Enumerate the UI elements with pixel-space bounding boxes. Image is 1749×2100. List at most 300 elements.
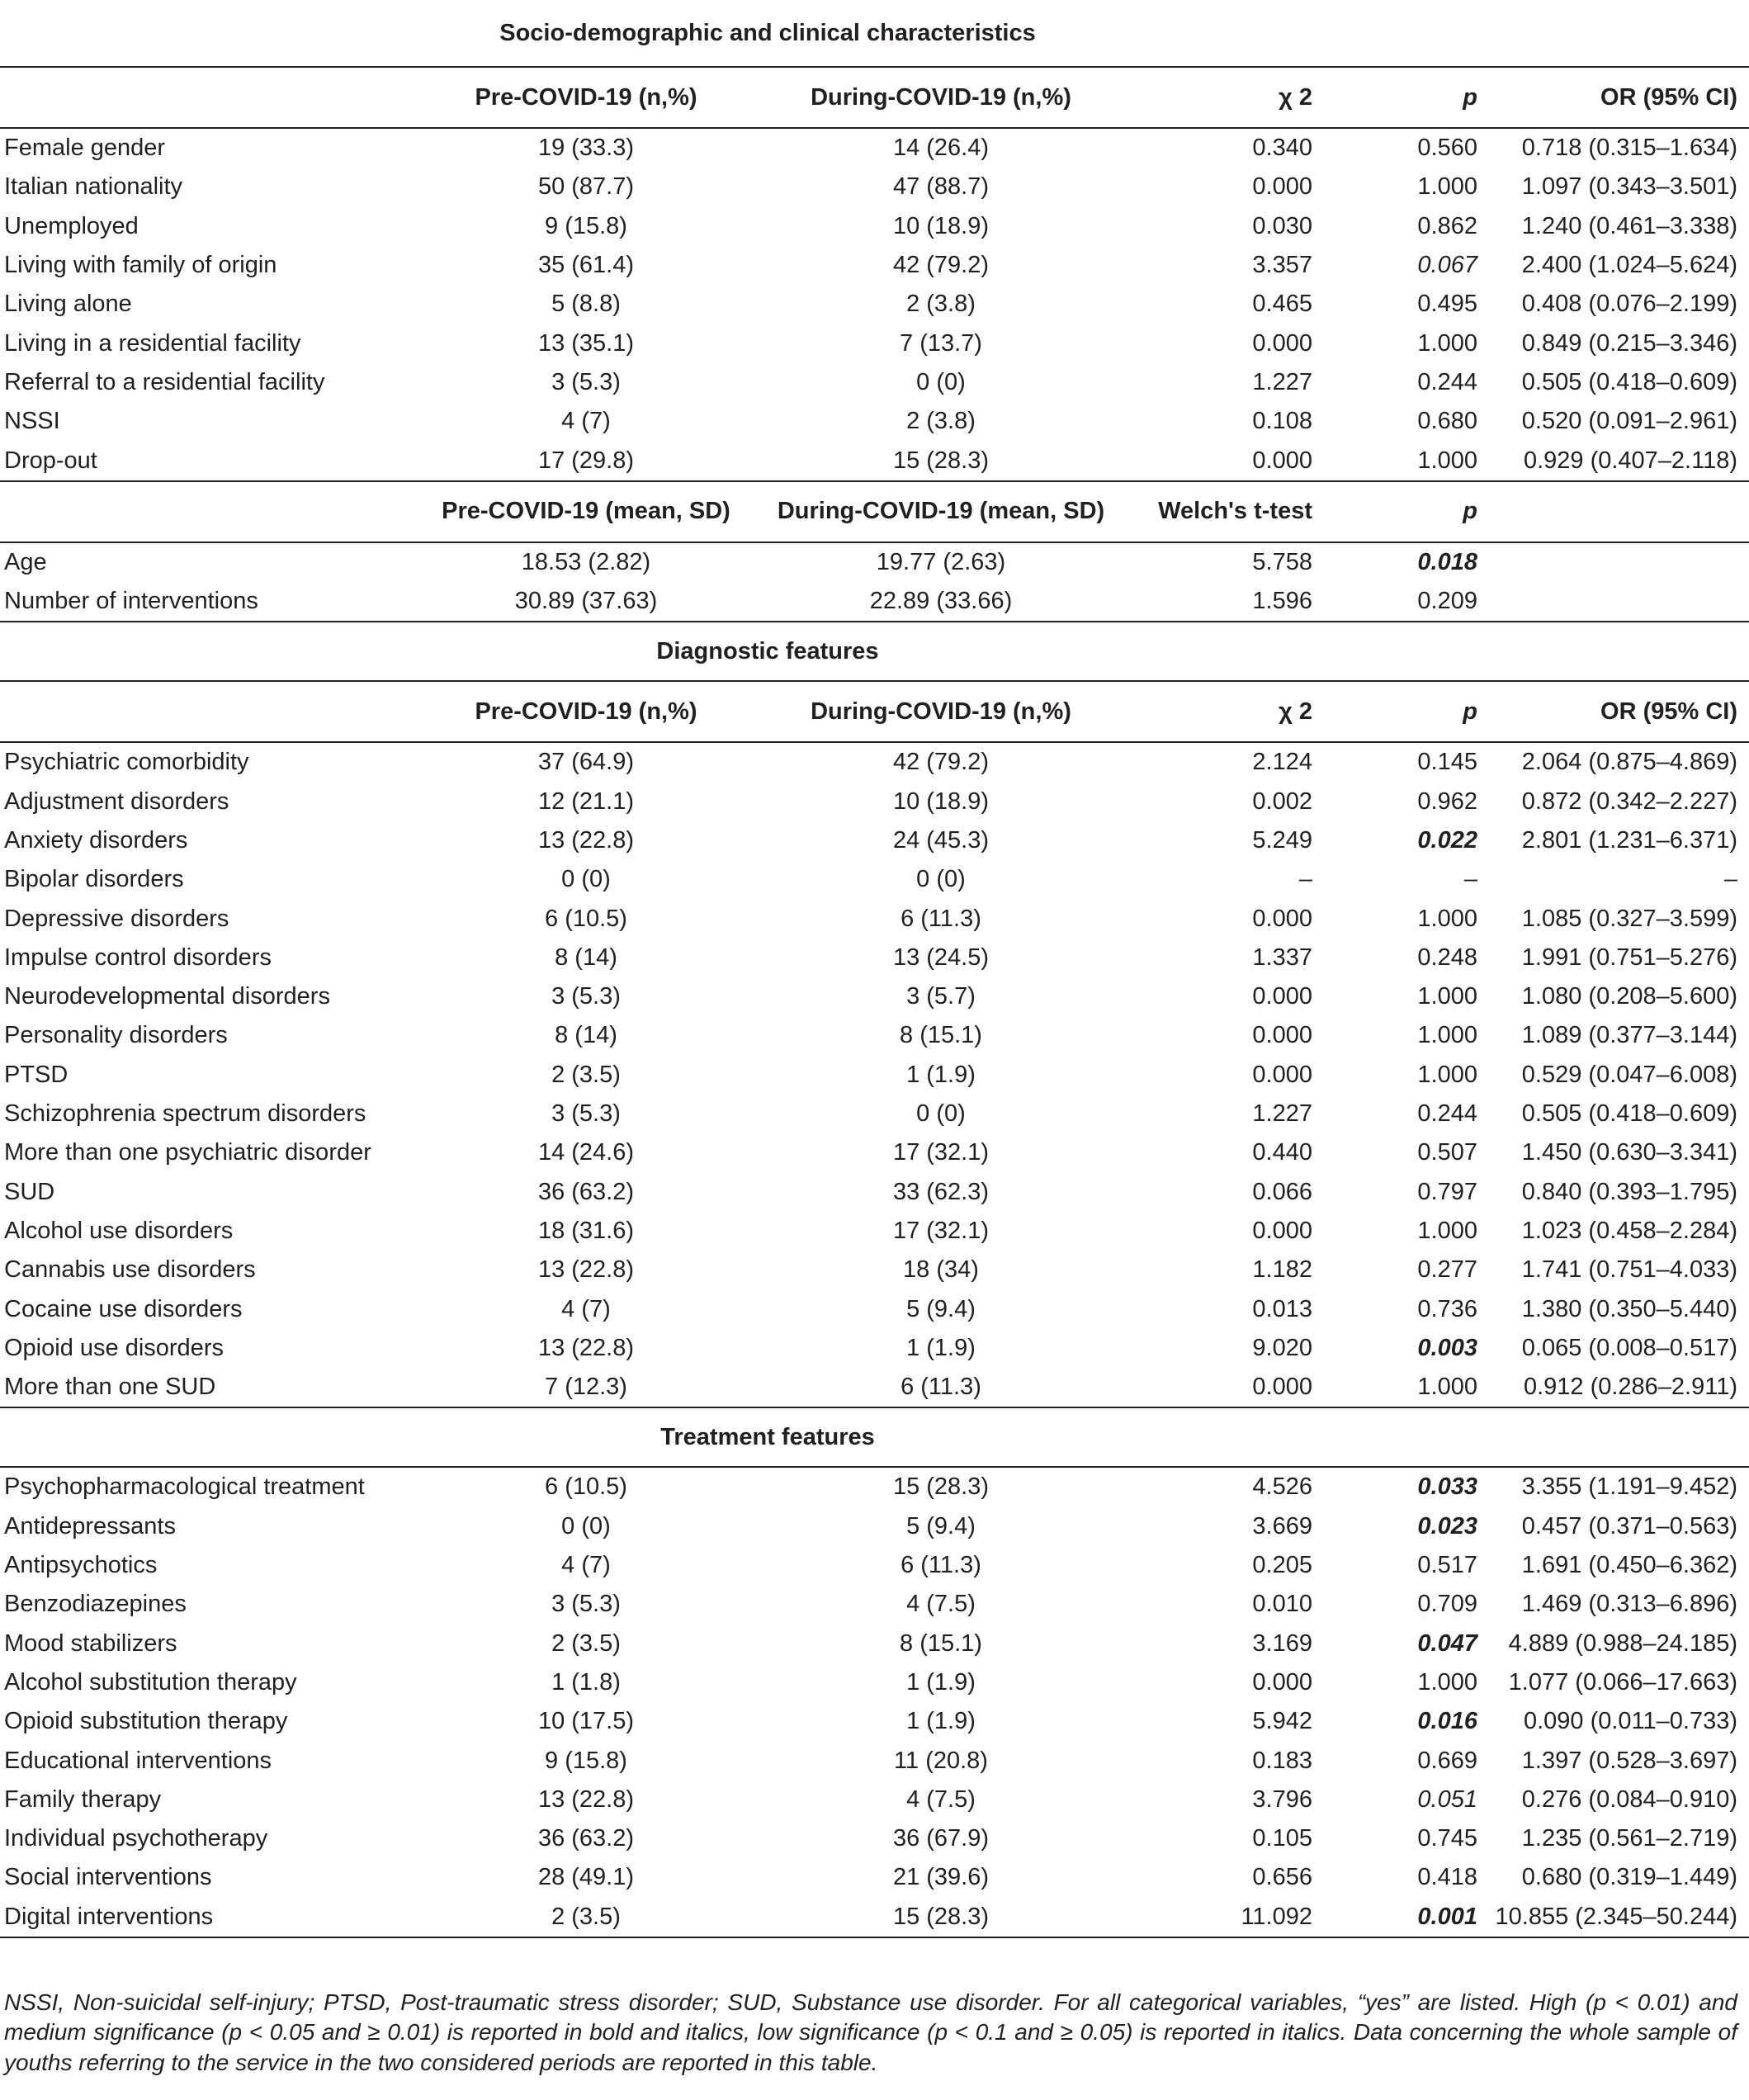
table-row — [0, 1368, 1749, 1407]
header-during: During-COVID-19 (n,%) — [759, 681, 1123, 742]
during-covid-value: 2 (3.8) — [906, 291, 976, 318]
odds-ratio-value: 0.408 (0.076–2.199) — [1521, 291, 1737, 318]
table-row — [0, 441, 1749, 480]
p-value: 0.277 — [1417, 1256, 1477, 1284]
categorical-header-row — [0, 681, 1749, 742]
odds-ratio-value: 0.929 (0.407–2.118) — [1523, 447, 1737, 474]
p-value: 0.862 — [1417, 212, 1477, 239]
chi-square-value: 3.796 — [1252, 1785, 1312, 1813]
chi-square-value: 0.000 — [1252, 1374, 1312, 1401]
odds-ratio-value: 0.090 (0.011–0.733) — [1523, 1708, 1737, 1735]
table-row — [0, 1056, 1749, 1095]
pre-covid-value: 3 (5.3) — [551, 1100, 621, 1128]
table-row — [0, 1898, 1749, 1937]
row-label: Psychopharmacological treatment — [4, 1473, 365, 1501]
pre-covid-value: 6 (10.5) — [545, 905, 627, 932]
during-covid-value: 21 (39.6) — [892, 1864, 990, 1891]
p-value: 1.000 — [1417, 905, 1477, 932]
during-covid-value: 33 (62.3) — [892, 1178, 990, 1205]
odds-ratio-value: 0.840 (0.393–1.795) — [1521, 1178, 1737, 1205]
row-label: Living alone — [4, 291, 132, 318]
during-covid-value: 6 (11.3) — [900, 1552, 981, 1579]
p-value: 0.680 — [1417, 408, 1477, 435]
odds-ratio-value: 1.469 (0.313–6.896) — [1521, 1591, 1737, 1618]
welch-t-value: 5.758 — [1252, 548, 1312, 575]
pre-covid-value: 3 (5.3) — [551, 983, 621, 1010]
row-label: NSSI — [4, 408, 60, 435]
table-row — [0, 1507, 1749, 1546]
header-during: During-COVID-19 (n,%) — [759, 67, 1123, 128]
chi-square-value: 0.656 — [1252, 1864, 1312, 1891]
table-row — [0, 1212, 1749, 1251]
during-covid-value: 2 (3.8) — [906, 408, 976, 435]
row-label: Drop-out — [4, 447, 97, 474]
during-covid-value: 8 (15.1) — [900, 1629, 982, 1657]
pre-covid-value: 50 (87.7) — [537, 173, 635, 201]
table-row — [0, 860, 1749, 899]
odds-ratio-value: 4.889 (0.988–24.185) — [1508, 1629, 1737, 1657]
row-label: Opioid substitution therapy — [4, 1708, 288, 1735]
row-label: Neurodevelopmental disorders — [4, 983, 330, 1010]
table-row — [0, 128, 1749, 168]
pre-covid-value: 18 (31.6) — [537, 1217, 635, 1244]
odds-ratio-value: 0.680 (0.319–1.449) — [1521, 1864, 1737, 1891]
during-covid-value: 8 (15.1) — [900, 1022, 982, 1049]
header-pre: Pre-COVID-19 (n,%) — [413, 67, 759, 128]
table-row — [0, 207, 1749, 246]
p-value: 0.517 — [1417, 1552, 1477, 1579]
chi-square-value: 0.000 — [1252, 329, 1312, 357]
p-value: 0.745 — [1417, 1825, 1477, 1852]
during-covid-value: 24 (45.3) — [892, 827, 990, 854]
table-row — [0, 1819, 1749, 1858]
odds-ratio-value: 2.400 (1.024–5.624) — [1521, 252, 1737, 279]
p-value: 0.495 — [1417, 291, 1477, 318]
table-row — [0, 402, 1749, 441]
pre-covid-value: 4 (7) — [561, 408, 611, 435]
odds-ratio-value: 1.741 (0.751–4.033) — [1521, 1256, 1737, 1284]
odds-ratio-value: 0.520 (0.091–2.961) — [1521, 408, 1737, 435]
diagnostic-rows — [0, 742, 1749, 1407]
row-label: Educational interventions — [4, 1747, 272, 1774]
during-covid-value: 5 (9.4) — [906, 1295, 976, 1322]
table-row — [0, 1663, 1749, 1702]
pre-covid-value: 37 (64.9) — [537, 749, 635, 776]
chi-square-value: 2.124 — [1252, 749, 1312, 776]
chi-square-value: 0.000 — [1252, 1668, 1312, 1696]
odds-ratio-value: – — [1723, 866, 1737, 893]
p-value: 0.018 — [1417, 548, 1477, 575]
pre-covid-value: 14 (24.6) — [537, 1139, 635, 1166]
treatment-rows — [0, 1467, 1749, 1937]
header-chi: χ 2 — [1123, 681, 1321, 742]
chi-square-value: 1.182 — [1252, 1256, 1312, 1284]
pre-covid-mean: 18.53 (2.82) — [521, 548, 651, 575]
chi-square-value: 0.108 — [1252, 408, 1312, 435]
during-covid-mean: 22.89 (33.66) — [869, 588, 1013, 615]
chi-square-value: 0.013 — [1252, 1295, 1312, 1322]
during-covid-value: 3 (5.7) — [906, 983, 976, 1010]
during-covid-value: 6 (11.3) — [900, 1374, 981, 1401]
odds-ratio-value: 1.089 (0.377–3.144) — [1521, 1022, 1737, 1049]
row-label: Unemployed — [4, 212, 139, 239]
table-row — [0, 899, 1749, 938]
table-row — [0, 582, 1749, 622]
table-row — [0, 1858, 1749, 1897]
during-covid-mean: 19.77 (2.63) — [876, 548, 1006, 575]
p-value: 0.145 — [1417, 749, 1477, 776]
row-label: Alcohol substitution therapy — [4, 1668, 297, 1696]
pre-covid-value: 8 (14) — [555, 1022, 617, 1049]
during-covid-value: 10 (18.9) — [892, 212, 990, 239]
chi-square-value: 0.000 — [1252, 983, 1312, 1010]
p-value: 0.033 — [1417, 1473, 1477, 1501]
p-value: 1.000 — [1417, 173, 1477, 201]
table-row — [0, 977, 1749, 1016]
p-value: 1.000 — [1417, 1374, 1477, 1401]
header-p: p — [1321, 681, 1494, 742]
pre-covid-mean: 30.89 (37.63) — [514, 588, 658, 615]
during-covid-value: 15 (28.3) — [892, 1473, 990, 1501]
header-pre: Pre-COVID-19 (n,%) — [413, 681, 759, 742]
row-label: Italian nationality — [4, 173, 183, 201]
odds-ratio-value: 1.077 (0.066–17.663) — [1508, 1668, 1737, 1696]
pre-covid-value: 36 (63.2) — [537, 1825, 635, 1852]
welch-t-value: 1.596 — [1252, 588, 1312, 615]
pre-covid-value: 36 (63.2) — [537, 1178, 635, 1205]
p-value: 0.209 — [1417, 588, 1477, 615]
p-value: 1.000 — [1417, 1022, 1477, 1049]
p-value: 0.047 — [1417, 1629, 1477, 1657]
pre-covid-value: 13 (22.8) — [537, 1256, 635, 1284]
row-label: Mood stabilizers — [4, 1629, 177, 1657]
pre-covid-value: 28 (49.1) — [537, 1864, 635, 1891]
chi-square-value: 0.465 — [1252, 291, 1312, 318]
odds-ratio-value: 0.276 (0.084–0.910) — [1521, 1785, 1737, 1813]
pre-covid-value: 0 (0) — [561, 866, 611, 893]
pre-covid-value: 0 (0) — [561, 1512, 611, 1540]
row-label: Bipolar disorders — [4, 866, 184, 893]
odds-ratio-value: 0.872 (0.342–2.227) — [1521, 788, 1737, 815]
chi-square-value: 0.030 — [1252, 212, 1312, 239]
continuous-header-row — [0, 481, 1749, 542]
pre-covid-value: 9 (15.8) — [545, 212, 627, 239]
p-value: 0.022 — [1417, 827, 1477, 854]
row-label: Individual psychotherapy — [4, 1825, 268, 1852]
odds-ratio-value: 1.097 (0.343–3.501) — [1521, 173, 1737, 201]
p-value: 0.003 — [1417, 1334, 1477, 1361]
odds-ratio-value: 0.912 (0.286–2.911) — [1523, 1374, 1737, 1401]
pre-covid-value: 13 (22.8) — [537, 1334, 635, 1361]
row-label: PTSD — [4, 1061, 69, 1088]
p-value: 1.000 — [1417, 1061, 1477, 1088]
during-covid-value: 17 (32.1) — [892, 1217, 990, 1244]
header-pre-mean: Pre-COVID-19 (mean, SD) — [413, 481, 759, 542]
chi-square-value: 0.000 — [1252, 1022, 1312, 1049]
table-row — [0, 168, 1749, 206]
pre-covid-value: 35 (61.4) — [537, 252, 635, 279]
odds-ratio-value: 0.065 (0.008–0.517) — [1521, 1334, 1737, 1361]
during-covid-value: 47 (88.7) — [892, 173, 990, 201]
pre-covid-value: 2 (3.5) — [413, 1898, 759, 1937]
row-label: Personality disorders — [4, 1022, 228, 1049]
odds-ratio-value: 0.718 (0.315–1.634) — [1521, 135, 1737, 162]
socio-rows — [0, 128, 1749, 481]
table-row — [0, 542, 1749, 582]
pre-covid-value: 7 (12.3) — [545, 1374, 627, 1401]
pre-covid-value: 19 (33.3) — [537, 135, 635, 162]
odds-ratio-value: 1.240 (0.461–3.338) — [1521, 212, 1737, 239]
row-label: Social interventions — [4, 1864, 212, 1891]
p-value: 0.244 — [1417, 1100, 1477, 1128]
pre-covid-value: 4 (7) — [561, 1552, 611, 1579]
pre-covid-value: 13 (35.1) — [537, 329, 635, 357]
table-row — [0, 1095, 1749, 1133]
chi-square-value: 5.249 — [1252, 827, 1312, 854]
during-covid-value: 1 (1.9) — [906, 1668, 976, 1696]
odds-ratio-value: 2.801 (1.231–6.371) — [1521, 827, 1737, 854]
row-label: More than one psychiatric disorder — [4, 1139, 371, 1166]
during-covid-value: 42 (79.2) — [892, 749, 990, 776]
chi-square-value: 1.227 — [1252, 368, 1312, 395]
during-covid-value: 15 (28.3) — [759, 1898, 1123, 1937]
pre-covid-value: 1 (1.8) — [551, 1668, 621, 1696]
odds-ratio-value: 0.505 (0.418–0.609) — [1521, 1100, 1737, 1128]
row-label: Adjustment disorders — [4, 788, 229, 815]
chi-square-value: 0.010 — [1252, 1591, 1312, 1618]
p-value: – — [1463, 866, 1477, 893]
pre-covid-value: 17 (29.8) — [537, 447, 635, 474]
chi-square-value: 3.169 — [1252, 1629, 1312, 1657]
section-title-row — [0, 0, 1749, 67]
during-covid-value: 1 (1.9) — [906, 1334, 976, 1361]
header-during-mean: During-COVID-19 (mean, SD) — [759, 481, 1123, 542]
pre-covid-value: 5 (8.8) — [551, 291, 621, 318]
row-label: Age — [4, 548, 47, 575]
during-covid-value: 42 (79.2) — [892, 252, 990, 279]
p-value: 0.067 — [1417, 252, 1477, 279]
table-row — [0, 324, 1749, 362]
section-title-row — [0, 622, 1749, 681]
continuous-rows — [0, 542, 1749, 622]
row-label: Anxiety disorders — [4, 827, 188, 854]
during-covid-value: 15 (28.3) — [892, 447, 990, 474]
p-value: 0.051 — [1417, 1785, 1477, 1813]
during-covid-value: 5 (9.4) — [906, 1512, 976, 1540]
table-row — [0, 1467, 1749, 1506]
row-label: Digital interventions — [0, 1898, 413, 1937]
odds-ratio-value: 2.064 (0.875–4.869) — [1521, 749, 1737, 776]
during-covid-value: 1 (1.9) — [906, 1708, 976, 1735]
p-value: 1.000 — [1417, 329, 1477, 357]
p-value: 0.001 — [1321, 1898, 1494, 1937]
pre-covid-value: 2 (3.5) — [551, 1629, 621, 1657]
odds-ratio-value: 1.691 (0.450–6.362) — [1521, 1552, 1737, 1579]
odds-ratio-value: 1.450 (0.630–3.341) — [1521, 1139, 1737, 1166]
during-covid-value: 11 (20.8) — [894, 1747, 988, 1774]
row-label: Living in a residential facility — [4, 329, 301, 357]
table-row — [0, 1251, 1749, 1289]
during-covid-value: 4 (7.5) — [906, 1785, 976, 1813]
odds-ratio-value: 0.457 (0.371–0.563) — [1521, 1512, 1737, 1540]
p-value: 1.000 — [1417, 1668, 1477, 1696]
table-row — [0, 363, 1749, 402]
table-row — [0, 1585, 1749, 1624]
p-value: 0.244 — [1417, 368, 1477, 395]
section-title-treatment: Treatment features — [413, 1407, 1123, 1467]
table-footnote: NSSI, Non-suicidal self-injury; PTSD, Post-traumatic stress disorder; SUD, Substance use disorder. For all categorical variables, “yes” are listed. High (p < 0.01) and medium significance (p < 0.05 and ≥ 0.01) is reported in bold and italics, low significance (p < 0.1 and ≥ 0.05) is reported in italics. Data concerning the whole sample of youths referring to the service in the two considered periods are reported in this table. — [4, 1989, 1737, 2075]
row-label: Psychiatric comorbidity — [4, 749, 249, 776]
chi-square-value: 0.000 — [1252, 173, 1312, 201]
section-title-row — [0, 1407, 1749, 1467]
odds-ratio-value: 10.855 (2.345–50.244) — [1494, 1898, 1749, 1937]
during-covid-value: 10 (18.9) — [892, 788, 990, 815]
row-label: Depressive disorders — [4, 905, 229, 932]
during-covid-value: 0 (0) — [916, 368, 966, 395]
table-row — [0, 1289, 1749, 1328]
pre-covid-value: 8 (14) — [555, 944, 617, 971]
during-covid-value: 4 (7.5) — [906, 1591, 976, 1618]
row-label: Living with family of origin — [4, 252, 277, 279]
row-label: More than one SUD — [4, 1374, 216, 1401]
during-covid-value: 0 (0) — [916, 1100, 966, 1128]
odds-ratio-value: 0.529 (0.047–6.008) — [1521, 1061, 1737, 1088]
p-value: 0.248 — [1417, 944, 1477, 971]
pre-covid-value: 12 (21.1) — [537, 788, 635, 815]
chi-square-value: 0.105 — [1252, 1825, 1312, 1852]
chi-square-value: 3.357 — [1252, 252, 1312, 279]
chi-square-value: 0.340 — [1252, 135, 1312, 162]
p-value: 0.797 — [1417, 1178, 1477, 1205]
row-label: Alcohol use disorders — [4, 1217, 234, 1244]
table-row — [0, 1546, 1749, 1585]
row-label: Referral to a residential facility — [4, 368, 325, 395]
table-row — [0, 1781, 1749, 1819]
chi-square-value: 11.092 — [1123, 1898, 1321, 1937]
row-label: Cocaine use disorders — [4, 1295, 243, 1322]
chi-square-value: 1.227 — [1252, 1100, 1312, 1128]
pre-covid-value: 3 (5.3) — [551, 368, 621, 395]
p-value: 1.000 — [1417, 1217, 1477, 1244]
row-label: Antidepressants — [4, 1512, 176, 1540]
chi-square-value: 3.669 — [1252, 1512, 1312, 1540]
row-label: Cannabis use disorders — [4, 1256, 256, 1284]
header-or: OR (95% CI) — [1494, 681, 1749, 742]
chi-square-value: 0.440 — [1252, 1139, 1312, 1166]
table-row — [0, 1702, 1749, 1741]
pre-covid-value: 2 (3.5) — [551, 1061, 621, 1088]
p-value: 0.962 — [1417, 788, 1477, 815]
during-covid-value: 14 (26.4) — [892, 135, 990, 162]
odds-ratio-value: 1.397 (0.528–3.697) — [1521, 1747, 1737, 1774]
header-or: OR (95% CI) — [1494, 67, 1749, 128]
chi-square-value: 0.000 — [1252, 1217, 1312, 1244]
odds-ratio-value: 3.355 (1.191–9.452) — [1521, 1473, 1737, 1501]
chi-square-value: 0.000 — [1252, 905, 1312, 932]
chi-square-value: 0.000 — [1252, 447, 1312, 474]
chi-square-value: 1.337 — [1252, 944, 1312, 971]
during-covid-value: 13 (24.5) — [892, 944, 990, 971]
p-value: 0.418 — [1417, 1864, 1477, 1891]
during-covid-value: 0 (0) — [916, 866, 966, 893]
odds-ratio-value: 0.505 (0.418–0.609) — [1521, 368, 1737, 395]
row-label: Number of interventions — [4, 588, 258, 615]
odds-ratio-value: 1.080 (0.208–5.600) — [1521, 983, 1737, 1010]
pre-covid-value: 13 (22.8) — [537, 1785, 635, 1813]
row-label: Female gender — [4, 135, 166, 162]
row-label: SUD — [4, 1178, 55, 1205]
pre-covid-value: 3 (5.3) — [551, 1591, 621, 1618]
p-value: 0.507 — [1417, 1139, 1477, 1166]
pre-covid-value: 9 (15.8) — [545, 1747, 627, 1774]
during-covid-value: 6 (11.3) — [900, 905, 981, 932]
table-row — [0, 1016, 1749, 1055]
during-covid-value: 18 (34) — [903, 1256, 979, 1284]
table-row — [0, 1329, 1749, 1368]
row-label: Family therapy — [4, 1785, 162, 1813]
p-value: 0.709 — [1417, 1591, 1477, 1618]
odds-ratio-value: 1.085 (0.327–3.599) — [1521, 905, 1737, 932]
p-value: 0.669 — [1417, 1747, 1477, 1774]
table-row — [0, 742, 1749, 782]
p-value: 1.000 — [1417, 983, 1477, 1010]
table-row — [0, 1625, 1749, 1663]
odds-ratio-value: 0.849 (0.215–3.346) — [1521, 329, 1737, 357]
pre-covid-value: 6 (10.5) — [545, 1473, 627, 1501]
section-title-socio: Socio-demographic and clinical characteristics — [413, 0, 1123, 67]
chi-square-value: 0.066 — [1252, 1178, 1312, 1205]
header-p-cont: p — [1321, 481, 1494, 542]
odds-ratio-value: 1.380 (0.350–5.440) — [1521, 1295, 1737, 1322]
row-label: Impulse control disorders — [4, 944, 272, 971]
p-value: 0.560 — [1417, 135, 1477, 162]
table-row — [0, 1133, 1749, 1172]
header-welch: Welch's t-test — [1123, 481, 1321, 542]
row-label: Schizophrenia spectrum disorders — [4, 1100, 366, 1128]
row-label: Antipsychotics — [4, 1552, 158, 1579]
pre-covid-value: 10 (17.5) — [537, 1708, 635, 1735]
table-row — [0, 939, 1749, 977]
odds-ratio-value: 1.991 (0.751–5.276) — [1521, 944, 1737, 971]
during-covid-value: 36 (67.9) — [892, 1825, 990, 1852]
odds-ratio-value: 1.235 (0.561–2.719) — [1521, 1825, 1737, 1852]
p-value: 1.000 — [1417, 447, 1477, 474]
during-covid-value: 1 (1.9) — [906, 1061, 976, 1088]
row-label: Opioid use disorders — [4, 1334, 224, 1361]
p-value: 0.023 — [1417, 1512, 1477, 1540]
section-title-diagnostic: Diagnostic features — [413, 622, 1123, 681]
during-covid-value: 17 (32.1) — [892, 1139, 990, 1166]
pre-covid-value: 13 (22.8) — [537, 827, 635, 854]
table-row — [0, 246, 1749, 285]
during-covid-value: 7 (13.7) — [900, 329, 982, 357]
chi-square-value: 0.183 — [1252, 1747, 1312, 1774]
table-row — [0, 1741, 1749, 1780]
odds-ratio-value: 1.023 (0.458–2.284) — [1521, 1217, 1737, 1244]
chi-square-value: – — [1298, 866, 1312, 893]
p-value: 0.736 — [1417, 1295, 1477, 1322]
chi-square-value: 0.205 — [1252, 1552, 1312, 1579]
categorical-header-row — [0, 67, 1749, 128]
table-row — [0, 821, 1749, 860]
chi-square-value: 0.002 — [1252, 788, 1312, 815]
table-row — [0, 1173, 1749, 1212]
table-row — [0, 285, 1749, 324]
row-label: Benzodiazepines — [4, 1591, 187, 1618]
chi-square-value: 9.020 — [1252, 1334, 1312, 1361]
chi-square-value: 5.942 — [1252, 1708, 1312, 1735]
header-chi: χ 2 — [1123, 67, 1321, 128]
